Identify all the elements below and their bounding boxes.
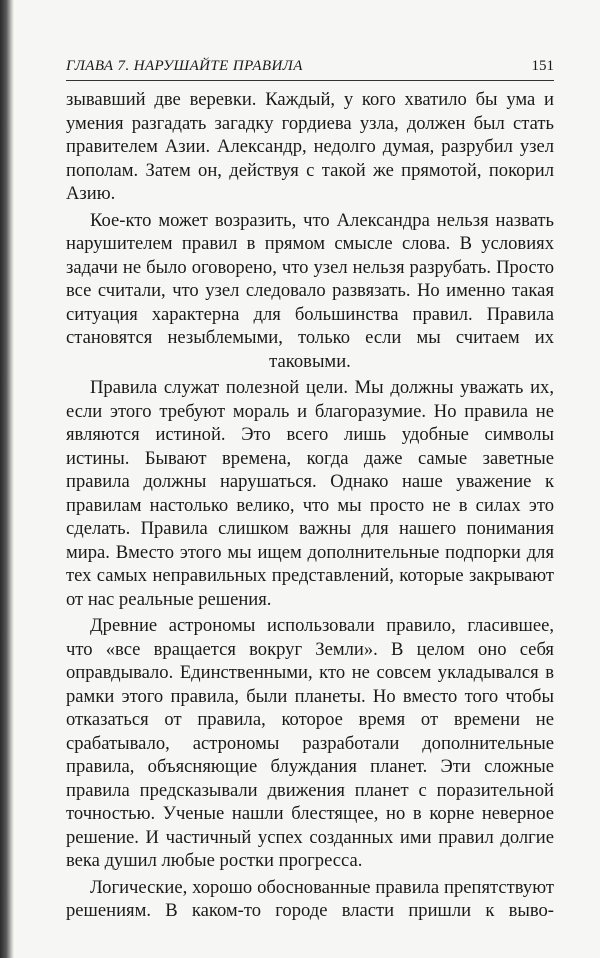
paragraph-5: Логические, хорошо обоснованные правила препятствуют решениям. В каком-то городе власти пришли к выво-: [66, 876, 554, 921]
paragraph-3: Правила служат полезной цели. Мы должны уважать их, если этого требуют мораль и благоразумие. Но правила не являются истиной. Это всего лишь удобные символы истины. Бывают времена, когда даже самые заветные правила должны нарушаться. Однако наше уважение к правилам настолько велико, что мы просто не в силах это сделать. Правила слишком важны для нашего понимания мира. Вместо этого мы ищем дополнительные подпорки для тех самых неправильных представлений, которые закрывают от нас реальные решения.: [66, 377, 554, 610]
page-number: 151: [531, 58, 554, 74]
paragraph-2: Кое-кто может возразить, что Александра нельзя назвать нарушителем правил в прямом смысле слова. В условиях задачи не было оговорено, что узел нельзя разрубать. Просто все считали, что узел следовало развязать. Но именно такая ситуация характерна для большинства правил. Правила становятся незыблемыми, только если мы считаем их таковыми.: [66, 209, 554, 372]
running-head: [66, 58, 554, 80]
header-rule: [66, 80, 554, 81]
page-body: [66, 88, 554, 926]
paragraph-4: Древние астрономы использовали правило, гласившее, что «все вращается вокруг Земли». В целом оно себя оправдывало. Единственными, кто не совсем укладывался в рамки этого правила, были планеты. Но вместо того чтобы отказаться от правила, которое время от времени не срабатывало, астрономы разработали дополнительные правила, объясняющие блуждания планет. Эти сложные правила предсказывали движения планет с поразительной точностью. Ученые нашли блестящее, но в корне неверное решение. И частичный успех созданных ими правил долгие века душил любые ростки прогресса.: [66, 615, 554, 871]
chapter-title: ГЛАВА 7. НАРУШАЙТЕ ПРАВИЛА: [66, 58, 303, 74]
book-spine-shadow: [0, 0, 14, 958]
paragraph-1: зывавший две веревки. Каждый, у кого хватило бы ума и умения разгадать загадку гордиева узла, должен был стать правителем Азии. Александр, недолго думая, разрубил узел пополам. Затем он, действуя с такой же прямотой, покорил Азию.: [66, 89, 554, 204]
